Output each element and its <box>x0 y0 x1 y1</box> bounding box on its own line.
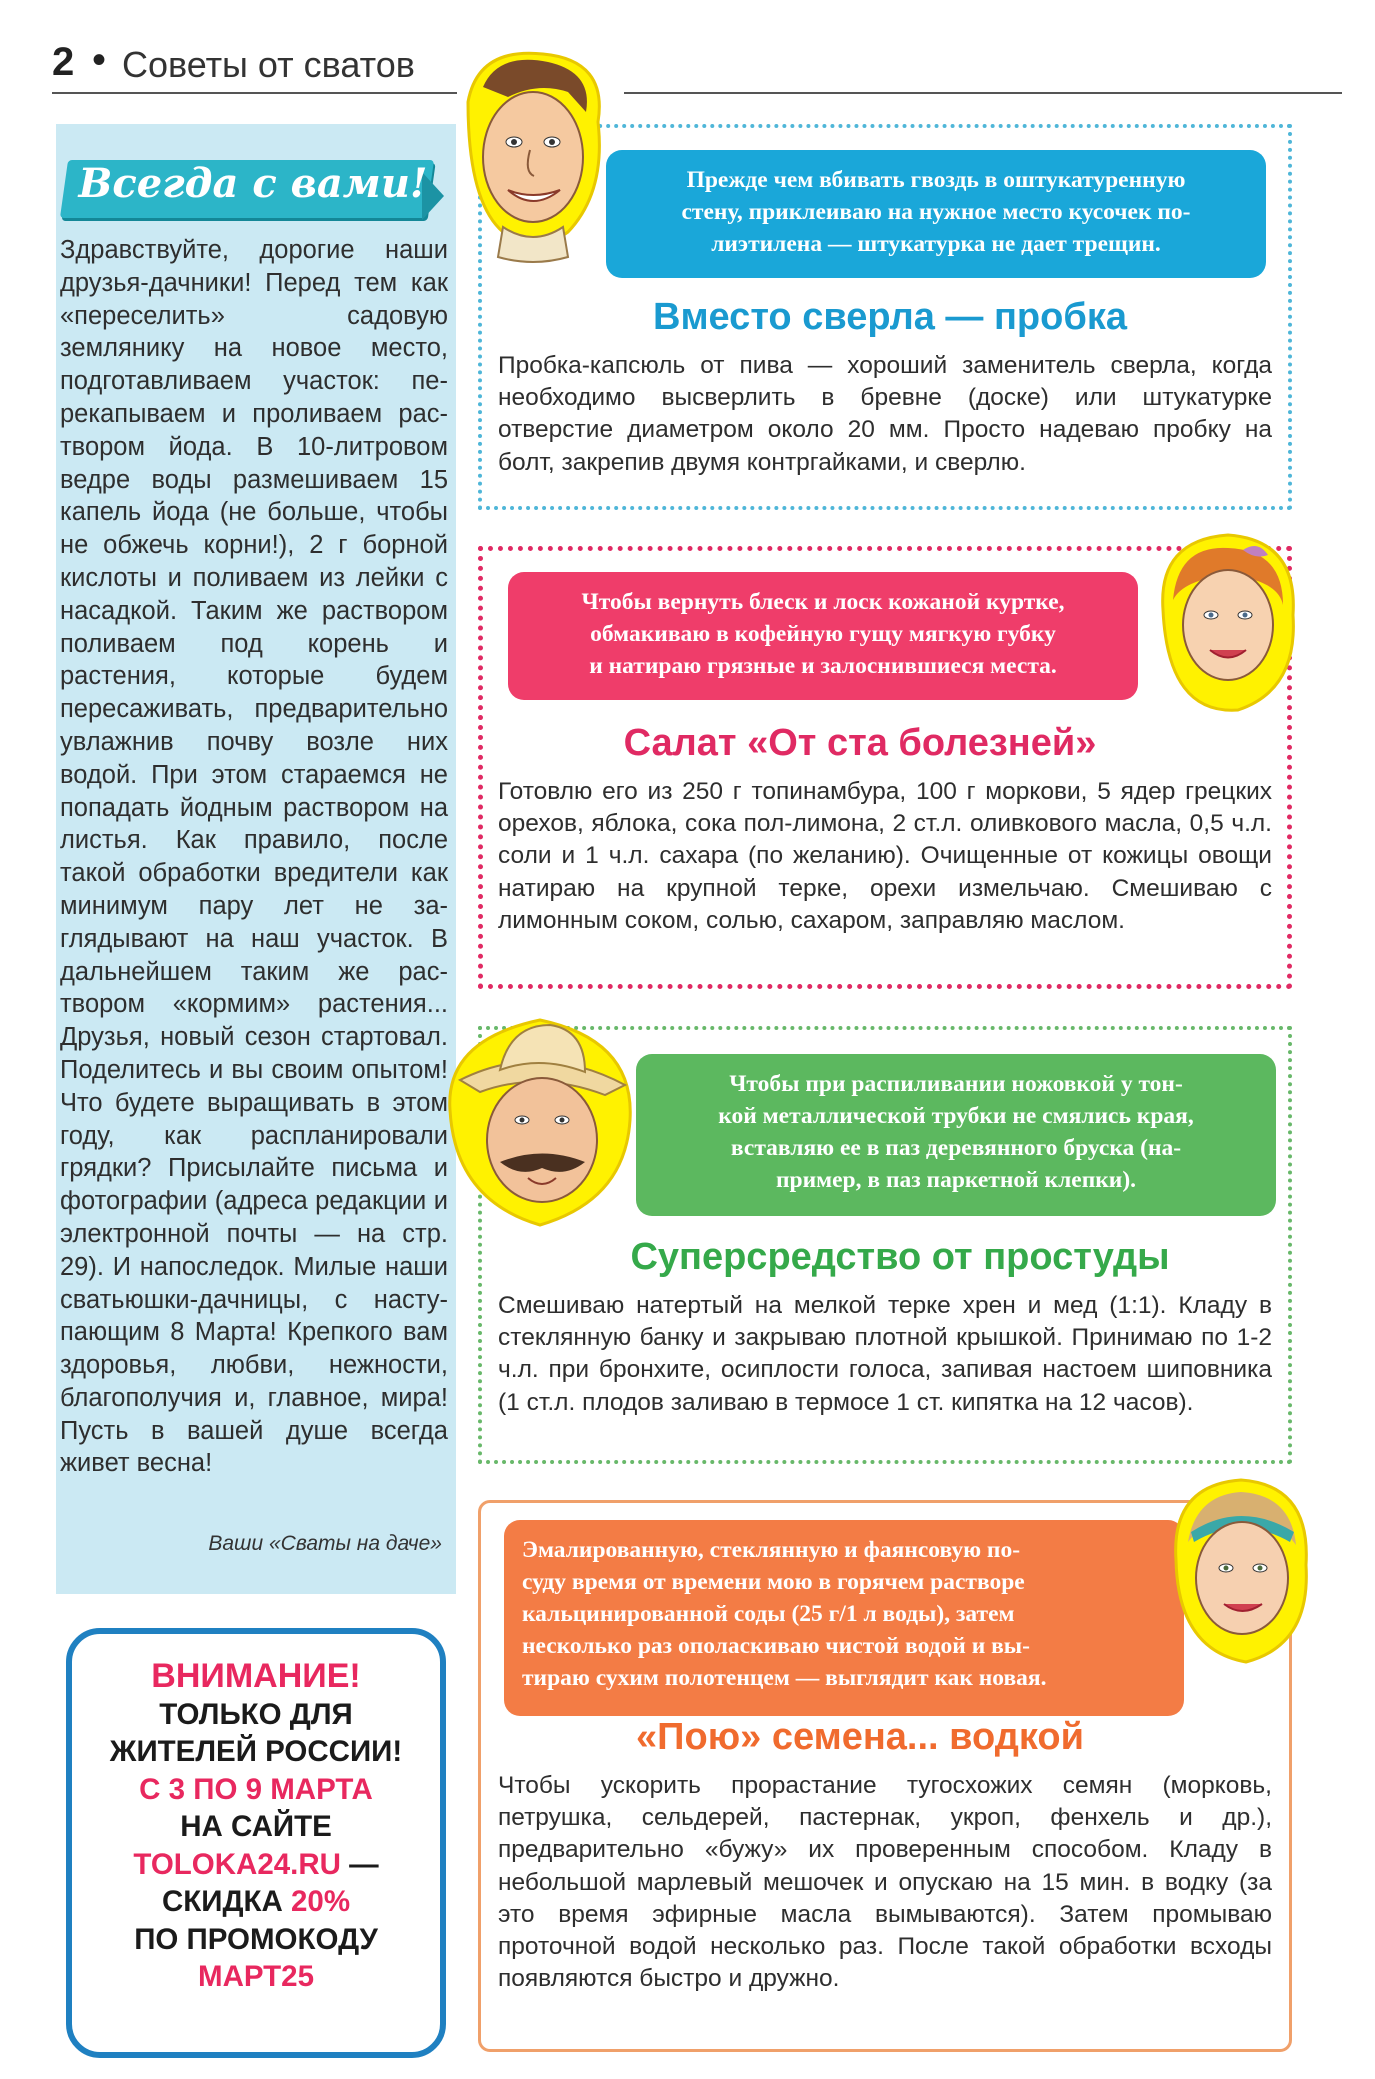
promo-discount-label: СКИДКА <box>161 1885 291 1918</box>
tip-body-2: Готовлю его из 250 г топинамбура, 100 г моркови, 5 ядер грецких орехов, яблока, сока пол-лимона, 2 ст.л. оливкового масла, 0,5 ч.л. соли и 1 ч.л. сахара (по желанию). Очищенные от кожицы овощи натираю на крупной терке, орехи измельчаю. Смешиваю с лимонным соком, солью, сахаром, заправляю маслом. <box>498 778 1272 934</box>
bubble-line: лиэтилена — штукатурка не дает трещин. <box>711 231 1161 257</box>
tip-bubble-3 <box>636 1054 1276 1216</box>
promo-line: НА САЙТЕ <box>180 1810 332 1843</box>
promo-site-line <box>76 1846 436 1884</box>
promo-line: ЖИТЕЛЕЙ РОССИИ! <box>109 1735 403 1768</box>
signature: Ваши «Сваты на даче» <box>208 1532 442 1555</box>
bubble-line: обмакиваю в кофейную гущу мягкую губку <box>590 621 1056 647</box>
promo-dash: — <box>340 1847 379 1881</box>
promo-line: ПО ПРОМОКОДУ <box>134 1922 378 1956</box>
tip-heading-2: Салат «От ста болезней» <box>623 722 1097 764</box>
banner-title: Всегда с вами! <box>78 160 428 207</box>
bubble-line: вставляю ее в паз деревянного бруска (на- <box>730 1135 1182 1161</box>
tip-body-3: Смешиваю натертый на мелкой терке хрен и мед (1:1). Кладу в стеклянную банку и закрываю плотной крышкой. Принимаю по 1-2 ч.л. при бронхите, осиплости голоса, запивая настоем шиповника (1 ст.л. плодов заливаю в термосе 1 ст. кипятка на 12 часов). <box>498 1292 1272 1416</box>
promo-box <box>66 1628 446 2058</box>
page-number: 2 <box>52 40 75 84</box>
promo-line: ТОЛЬКО ДЛЯ <box>159 1697 353 1731</box>
tip-heading-4: «Пою» семена... водкой <box>636 1716 1084 1758</box>
left-column-text: Здравствуйте, дорогие наши друзья-дачники! Перед тем как «переселить» садовую землянику на новое место, подготавливаем участок: перекапываем и проливаем раствором йода. В 10-литровом ведре воды размешиваем 15 капель йода (не больше, чтобы не обжечь корни!), 2 г борной кислоты и поливаем из лейки с насадкой. Таким же раствором поливаем под корень и растения, которые будем пересаживать, предварительно увлажнив почву возле них водой. При этом стараемся не попадать йодным раствором на листья. Как правило, после такой обработки вредители как минимум пару лет не заглядывают на наш участок. В дальнейшем таким же раствором «кормим» растения... Друзья, новый сезон стартовал. Поделитесь и вы своим опытом! Что будете выращивать в этом году, как распланировали грядки? Присылайте письма и фотографии (адреса редакции и электронной почты — на стр. 29). И напоследок. Милые наши сватьюшки-дачницы, с наступающим 8 Марта! Крепкого вам здоровья, любви, нежности, благополучия и, главное, мира! Пусть в вашей душе всегда живет весна! <box>60 236 448 1478</box>
header-rule-right <box>624 92 1342 94</box>
bubble-line: Эмалированную, стеклянную и фаянсовую по- <box>522 1537 1021 1563</box>
bubble-line: суду время от времени мою в горячем растворе <box>522 1569 1025 1595</box>
man-face-icon <box>448 42 618 272</box>
bubble-line: Чтобы вернуть блеск и лоск кожаной куртке, <box>581 589 1065 615</box>
tip-bubble-4 <box>504 1520 1184 1716</box>
promo-attention: ВНИМАНИЕ! <box>151 1657 361 1695</box>
banner <box>64 154 444 224</box>
promo-site-link[interactable]: TOLOKA24.RU <box>133 1847 341 1881</box>
tip-heading-3: Суперсредство от простуды <box>630 1236 1170 1278</box>
bubble-line: Прежде чем вбивать гвоздь в оштукатуренную <box>686 167 1186 193</box>
promo-discount-line <box>76 1883 436 1921</box>
header-rule-left <box>52 92 457 94</box>
tip-heading-1: Вместо сверла — пробка <box>653 296 1127 338</box>
promo-discount-value: 20% <box>291 1885 351 1918</box>
bubble-line: несколько раз ополаскиваю чистой водой и вы- <box>522 1633 1030 1659</box>
promo-code: МАРТ25 <box>198 1960 314 1993</box>
hat-man-face-icon <box>440 1000 640 1232</box>
header-bullet: • <box>92 38 107 82</box>
bubble-line: кой металлической трубки не смялись края, <box>718 1103 1194 1129</box>
tip-bubble-1 <box>606 150 1266 278</box>
woman-face-icon <box>1148 520 1308 720</box>
bubble-line: кальцинированной соды (25 г/1 л воды), затем <box>522 1601 1015 1627</box>
promo-dates: С 3 ПО 9 МАРТА <box>139 1772 373 1806</box>
tip-body-4: Чтобы ускорить прорастание тугосхожих семян (морковь, петрушка, сельдерей, пастернак, укроп, фенхель и др.), предварительно «бужу» их проверенным способом. Кладу в небольшой марлевый мешочек и опускаю на 15 мин. в водку (за это время эфирные масла вымываются). Затем промываю проточной водой несколько раз. После такой обработки всходы появляются быстро и дружно. <box>498 1772 1272 1993</box>
tip-body-1: Пробка-капсюль от пива — хороший заменитель сверла, когда необходимо высверлить в бревне (доске) или штукатурке отверстие диаметром около 20 мм. Просто надеваю пробку на болт, закрепив двумя контргайками, и сверлю. <box>498 352 1272 476</box>
page-header <box>52 36 1292 96</box>
left-column <box>56 124 456 1594</box>
bubble-line: и натираю грязные и залоснившиеся места. <box>589 653 1057 679</box>
bubble-line: пример, в паз паркетной клепки). <box>775 1167 1137 1193</box>
tip-bubble-2 <box>508 572 1138 700</box>
headband-woman-face-icon <box>1166 1470 1316 1670</box>
bubble-line: тираю сухим полотенцем — выглядит как новая. <box>522 1665 1047 1691</box>
section-title: Советы от сватов <box>122 44 415 85</box>
bubble-line: Чтобы при распиливании ножовкой у тон- <box>729 1071 1183 1097</box>
bubble-line: стену, приклеиваю на нужное место кусочек по- <box>681 199 1191 225</box>
